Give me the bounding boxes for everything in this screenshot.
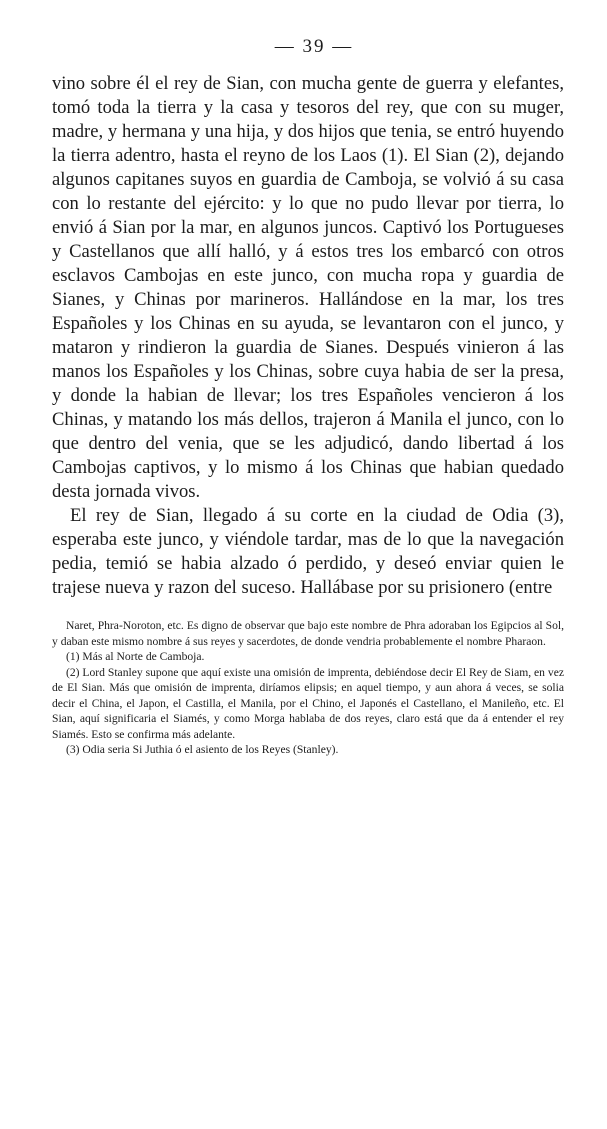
page-number: — 39 — — [274, 36, 354, 57]
document-page — [52, 36, 564, 758]
paragraph: vino sobre él el rey de Sian, con mucha gente de guerra y elefantes, tomó toda la tierra y la casa y tesoros del rey, que con su muger, madre, y hermana y una hija, y dos hijos que tenia, se entró huyendo la tierra adentro, hasta el reyno de los Laos (1). El Sian (2), dejando algunos capitanes suyos en guardia de Camboja, se volvió á su casa con lo restante del ejército: y lo que no pudo llevar por tierra, lo envió á Sian por la mar, en algunos juncos. Captivó los Portugueses y Castellanos que allí halló, y á estos tres los embarcó con otros esclavos Cambojas en este junco, con mucha ropa y guardia de Sianes, y Chinas por marineros. Hallándose en la mar, los tres Españoles y los Chinas en su ayuda, se levantaron con el junco, y mataron y rindieron la guardia de Sianes. Después vinieron á las manos los Españoles y los Chinas, sobre cuya habia de ser la presa, y donde la habian de llevar; los tres Españoles vencieron á los Chinas, y matando los más dellos, trajeron á Manila el junco, con lo que dentro del venia, que se les adjudicó, dando libertad á los Cambojas captivos, y lo mismo á los Chinas que habian quedado desta jornada vivos. — [52, 73, 564, 502]
footnote: (2) Lord Stanley supone que aquí existe una omisión de imprenta, debiéndose decir El Rey de Siam, en vez de El Sian. Más que omisión de imprenta, diríamos elipsis; en aquel tiempo, y aun ahora á veces, se solia decir el China, el Japon, el Castilla, el Manila, por el Chino, el Japonés el Castellano, el Manileño, etc. El Sian, aquí significaria el Siamés, y como Morga hablaba de dos reyes, claro está que da á entender el rey Siamés. Esto se confirma más adelante. — [52, 665, 564, 741]
footnotes — [52, 618, 564, 758]
footnote-continuation: Naret, Phra-Noroton, etc. Es digno de observar que bajo este nombre de Phra adoraban los Egipcios al Sol, y daban este mismo nombre á sus reyes y sacerdotes, de donde vendria probablemente el nombre Pharaon. — [52, 619, 564, 648]
paragraph: El rey de Sian, llegado á su corte en la ciudad de Odia (3), esperaba este junco, y viéndole tardar, mas de lo que la navegación pedia, temió se habia alzado ó perdido, y deseó enviar quien le trajese nueva y razon del suceso. Hallábase por su prisionero (entre — [52, 505, 564, 598]
main-text — [52, 72, 564, 600]
footnote: (3) Odia seria Si Juthia ó el asiento de los Reyes (Stanley). — [66, 743, 339, 756]
footnote: (1) Más al Norte de Camboja. — [66, 650, 205, 663]
